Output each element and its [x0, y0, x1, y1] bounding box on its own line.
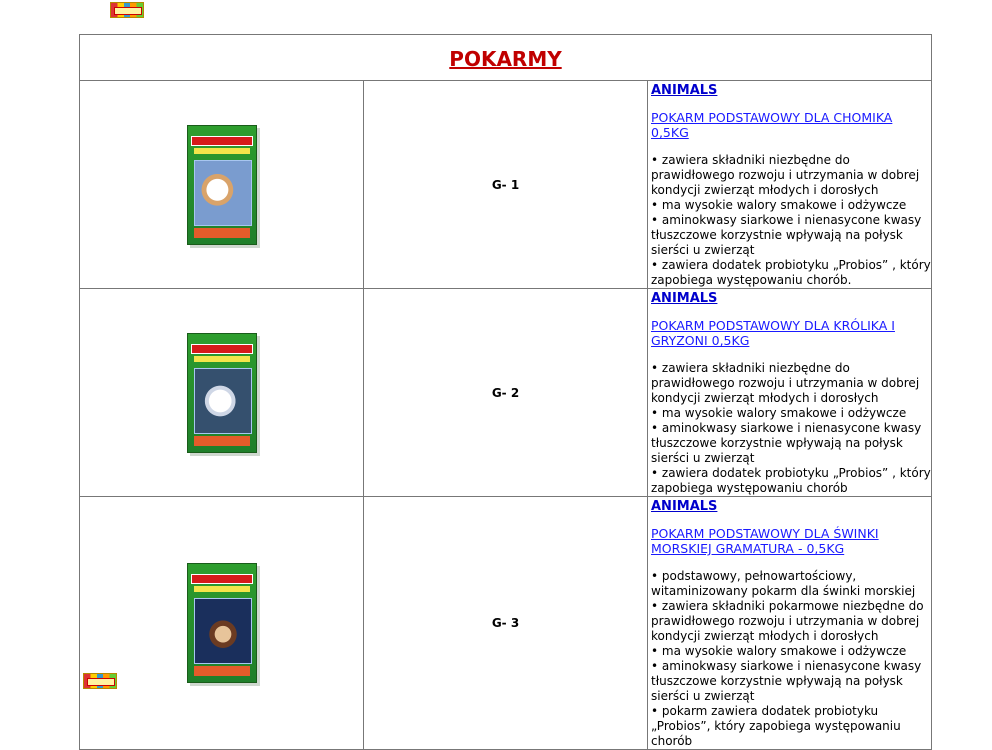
product-row	[80, 497, 932, 750]
product-description	[648, 289, 932, 497]
product-bullets	[651, 153, 931, 288]
bullet-item: • zawiera składniki pokarmowe niezbędne do prawidłowego rozwoju i utrzymania w dobrej kondycji zwierząt młodych i dorosłych	[651, 599, 924, 643]
hamster-food-box-icon	[187, 125, 257, 245]
bullet-item: • podstawowy, pełnowartościowy, witaminizowany pokarm dla świnki morskiej	[651, 569, 916, 598]
rabbit-food-box-icon	[187, 333, 257, 453]
product-code: G- 2	[364, 289, 648, 497]
product-code: G- 1	[364, 81, 648, 289]
bullet-item: • zawiera dodatek probiotyku „Probios” , który zapobiega występowaniu chorób.	[651, 258, 931, 287]
bullet-item: • zawiera składniki niezbędne do prawidłowego rozwoju i utrzymania w dobrej kondycji zwierząt młodych i dorosłych	[651, 153, 920, 197]
bullet-item: • aminokwasy siarkowe i nienasycone kwasy tłuszczowe korzystnie wpływają na połysk sierści u zwierząt	[651, 421, 922, 465]
bullet-item: • ma wysokie walory smakowe i odżywcze	[651, 406, 907, 420]
product-table	[79, 34, 932, 750]
product-description	[648, 81, 932, 289]
guinea-pig-food-box-icon	[187, 563, 257, 683]
bullet-item: • aminokwasy siarkowe i nienasycone kwasy tłuszczowe korzystnie wpływają na połysk sierści u zwierząt	[651, 659, 922, 703]
product-image-cell	[80, 289, 364, 497]
title-cell	[80, 35, 932, 81]
brand-logo-icon	[83, 673, 117, 689]
product-image-cell	[80, 497, 364, 750]
product-bullets	[651, 569, 931, 749]
product-row	[80, 81, 932, 289]
product-image-cell	[80, 81, 364, 289]
bullet-item: • zawiera składniki niezbędne do prawidłowego rozwoju i utrzymania w dobrej kondycji zwierząt młodych i dorosłych	[651, 361, 920, 405]
header-strip	[0, 0, 992, 18]
product-name-link[interactable]: POKARM PODSTAWOWY DLA ŚWINKI MORSKIEJ GRAMATURA - 0,5KG	[651, 526, 879, 556]
product-name-link[interactable]: POKARM PODSTAWOWY DLA CHOMIKA 0,5KG	[651, 110, 893, 140]
brand-logo-icon	[110, 2, 144, 18]
product-brand[interactable]: ANIMALS	[651, 83, 718, 98]
title-row	[80, 35, 932, 81]
bullet-item: • ma wysokie walory smakowe i odżywcze	[651, 198, 907, 212]
product-description	[648, 497, 932, 750]
bullet-item: • pokarm zawiera dodatek probiotyku „Probios”, który zapobiega występowaniu chorób	[651, 704, 901, 748]
product-brand[interactable]: ANIMALS	[651, 499, 718, 514]
product-name-link[interactable]: POKARM PODSTAWOWY DLA KRÓLIKA I GRYZONI 0,5KG	[651, 318, 895, 348]
product-code: G- 3	[364, 497, 648, 750]
product-row	[80, 289, 932, 497]
product-brand[interactable]: ANIMALS	[651, 291, 718, 306]
bullet-item: • zawiera dodatek probiotyku „Probios” , który zapobiega występowaniu chorób	[651, 466, 931, 495]
product-bullets	[651, 361, 931, 496]
page-title: POKARMY	[449, 46, 562, 71]
bullet-item: • aminokwasy siarkowe i nienasycone kwasy tłuszczowe korzystnie wpływają na połysk sierści u zwierząt	[651, 213, 922, 257]
bullet-item: • ma wysokie walory smakowe i odżywcze	[651, 644, 907, 658]
